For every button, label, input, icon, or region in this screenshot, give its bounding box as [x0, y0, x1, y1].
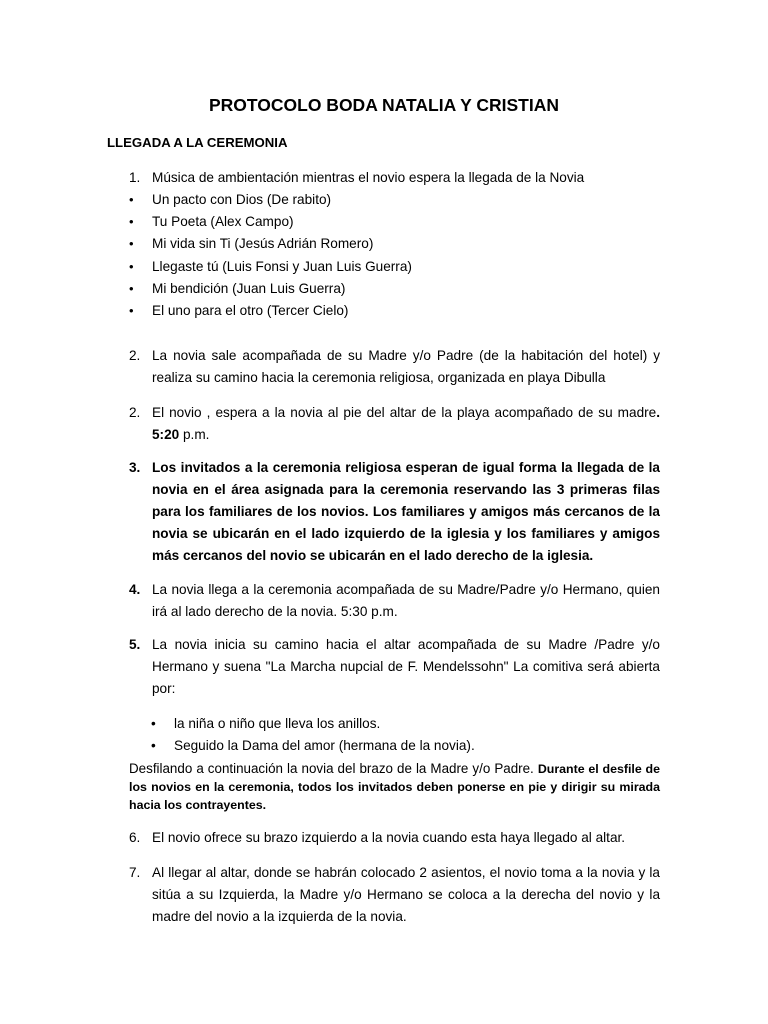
item-text: Al llegar al altar, donde se habrán colocado 2 asientos, el novio toma a la novia y la sitúa a su Izquierda, la Madre y/o Hermano se coloca a la derecha del novio y la madre del novio a la izquierda de la novia. [152, 865, 660, 924]
procession-list-item [151, 713, 660, 735]
item-number: 7. [129, 865, 141, 880]
item-number: 2. [129, 348, 141, 363]
song-list-item [129, 189, 660, 211]
item-number: 2. [129, 405, 141, 420]
item-text [152, 402, 660, 446]
list-item-5 [129, 634, 660, 700]
song-title: Un pacto con Dios (De rabito) [152, 192, 332, 207]
song-list-item [129, 233, 660, 255]
bullet-icon: • [129, 303, 134, 318]
document-title: PROTOCOLO BODA NATALIA Y CRISTIAN [208, 95, 559, 115]
item-number: 3. [129, 460, 141, 475]
list-item-7 [129, 862, 660, 928]
song-title: Llegaste tú (Luis Fonsi y Juan Luis Guerra) [152, 259, 412, 274]
bullet-icon: • [129, 192, 134, 207]
list-item-2b [129, 402, 660, 446]
bullet-icon: • [151, 738, 156, 753]
list-item-1 [129, 167, 660, 189]
song-list-item [129, 278, 660, 300]
item-number: 5. [129, 637, 141, 652]
procession-text: Seguido la Dama del amor (hermana de la novia). [174, 738, 475, 753]
list-item-2a [129, 345, 660, 389]
paragraph-text: Desfilando a continuación la novia del brazo de la Madre y/o Padre. [129, 761, 538, 776]
bullet-icon: • [151, 716, 156, 731]
item-text: La novia llega a la ceremonia acompañada de su Madre/Padre y/o Hermano, quien irá al lado derecho de la novia. 5:30 p.m. [152, 582, 660, 619]
item-number: 4. [129, 582, 141, 597]
bullet-icon: • [129, 259, 134, 274]
item-text-part: p.m. [179, 427, 210, 442]
item-number: 6. [129, 830, 141, 845]
list-item-3 [129, 457, 660, 567]
bullet-icon: • [129, 214, 134, 229]
item-text: El novio ofrece su brazo izquierdo a la novia cuando esta haya llegado al altar. [152, 830, 626, 845]
procession-paragraph [129, 760, 660, 814]
song-title: El uno para el otro (Tercer Cielo) [152, 303, 349, 318]
song-list-item [129, 300, 660, 322]
item-number: 1. [129, 170, 141, 185]
bullet-icon: • [129, 236, 134, 251]
procession-text: la niña o niño que lleva los anillos. [174, 716, 381, 731]
list-item-6 [129, 827, 660, 849]
list-item-4 [129, 579, 660, 623]
song-list-item [129, 211, 660, 233]
item-text: La novia inicia su camino hacia el altar acompañada de su Madre /Padre y/o Hermano y suena "La Marcha nupcial de F. Mendelssohn" La comitiva será abierta por: [152, 637, 660, 696]
section-heading: LLEGADA A LA CEREMONIA [107, 135, 288, 150]
item-text: La novia sale acompañada de su Madre y/o Padre (de la habitación del hotel) y realiza su camino hacia la ceremonia religiosa, organizada en playa Dibulla [152, 348, 660, 385]
item-text: Los invitados a la ceremonia religiosa esperan de igual forma la llegada de la novia en el área asignada para la ceremonia reservando las 3 primeras filas para los familiares de los novios. Los familiares y amigos más cercanos de la novia se ubicarán en el lado izquierdo de la iglesia y los familiares y amigos más cercanos del novio se ubicarán en el lado derecho de la iglesia. [152, 460, 660, 563]
bullet-icon: • [129, 281, 134, 296]
item-text: Música de ambientación mientras el novio espera la llegada de la Novia [152, 170, 585, 185]
item-time: . 5:20 [152, 405, 660, 442]
song-title: Mi vida sin Ti (Jesús Adrián Romero) [152, 236, 374, 251]
procession-list-item [151, 735, 660, 757]
item-text-part: El novio , espera a la novia al pie del altar de la playa acompañado de su madre [152, 405, 657, 420]
song-title: Mi bendición (Juan Luis Guerra) [152, 281, 346, 296]
song-title: Tu Poeta (Alex Campo) [152, 214, 294, 229]
paragraph-bold-text: Durante el desfile de los novios en la ceremonia, todos los invitados deben ponerse en pie y dirigir su mirada hacia los contrayentes. [129, 762, 660, 812]
song-list-item [129, 256, 660, 278]
